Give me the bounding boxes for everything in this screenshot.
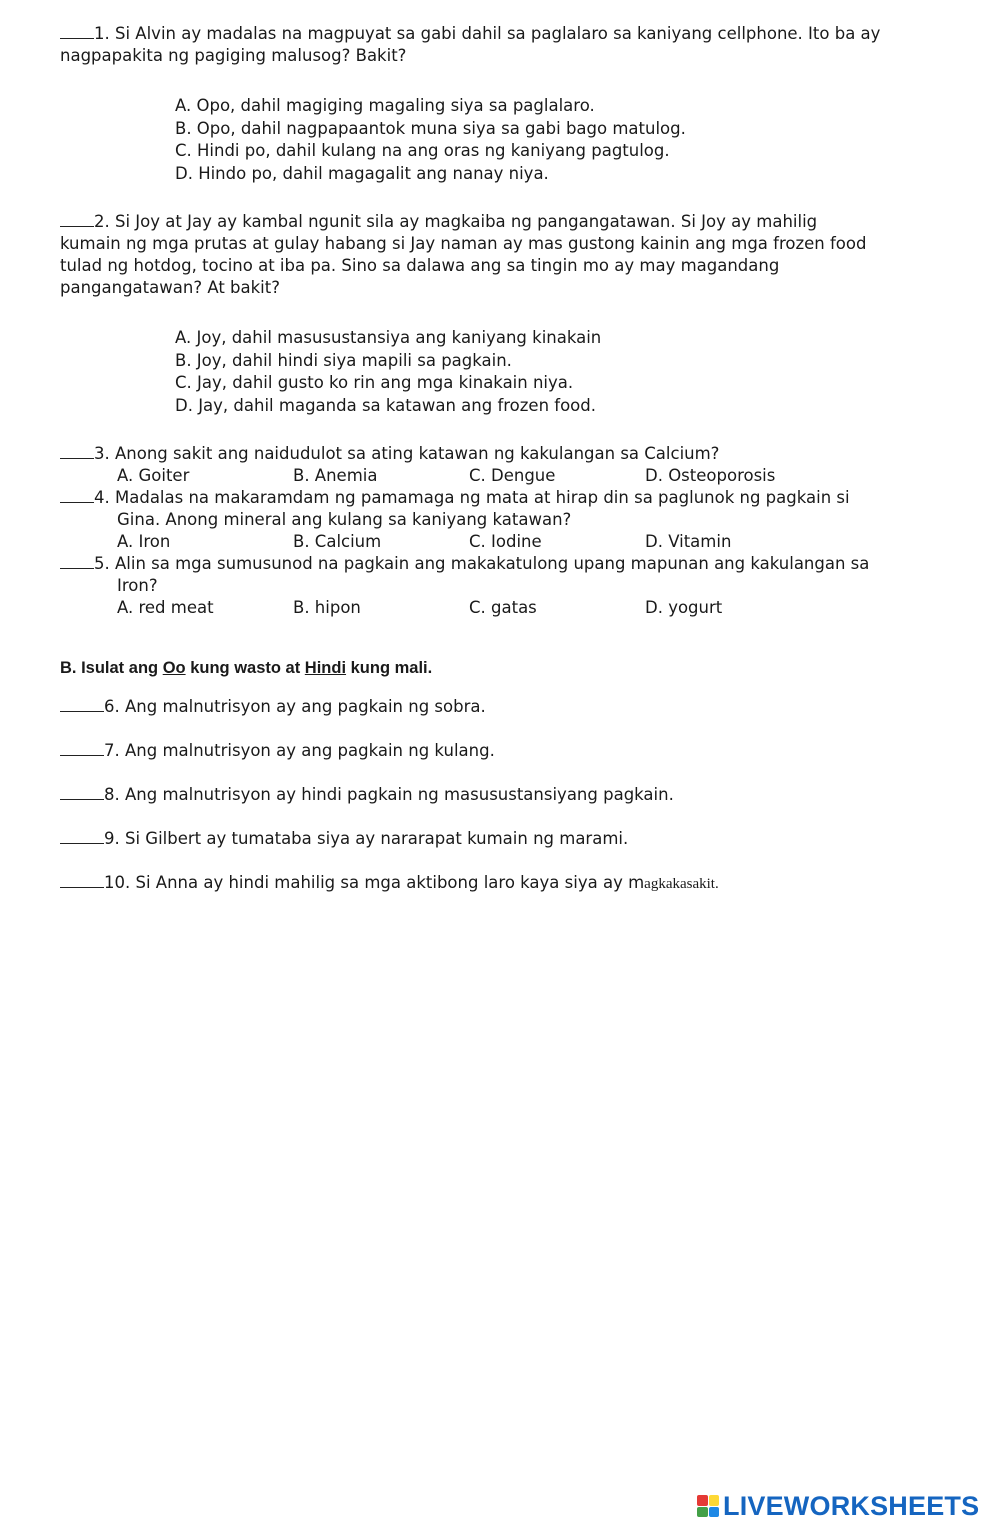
question-4-choices — [117, 531, 897, 553]
question-1 — [60, 23, 940, 67]
question-4-choice-c: C. Iodine — [469, 532, 542, 551]
question-2-number: 2. — [94, 212, 110, 231]
question-1-choice-c: C. Hindi po, dahil kulang na ang oras ng kaniyang pagtulog. — [175, 141, 670, 160]
item-10 — [60, 872, 719, 895]
question-5-text-line1: Alin sa mga sumusunod na pagkain ang makakatulong upang mapunan ang kakulangan sa — [115, 554, 870, 573]
answer-blank-7[interactable] — [60, 741, 104, 756]
question-5-text-line2: Iron? — [117, 576, 158, 595]
question-5-choice-b: B. hipon — [293, 598, 361, 617]
liveworksheets-logo[interactable] — [697, 1493, 979, 1519]
logo-text: LIVEWORKSHEETS — [723, 1491, 980, 1521]
item-9-text: 9. Si Gilbert ay tumataba siya ay nararapat kumain ng marami. — [104, 829, 629, 848]
question-3-choice-c: C. Dengue — [469, 466, 556, 485]
answer-blank-6[interactable] — [60, 697, 104, 712]
section-b-title — [60, 657, 432, 679]
question-1-number: 1. — [94, 24, 110, 43]
item-8 — [60, 784, 674, 806]
item-10-text: 10. Si Anna ay hindi mahilig sa mga aktibong laro kaya siya ay m — [104, 873, 645, 892]
answer-blank-8[interactable] — [60, 785, 104, 800]
item-7-text: 7. Ang malnutrisyon ay ang pagkain ng kulang. — [104, 741, 495, 760]
question-2-text-line2: kumain ng mga prutas at gulay habang si Jay naman ay mas gustong kainin ang mga frozen food — [60, 234, 867, 253]
question-2-choices — [175, 327, 935, 417]
question-2 — [60, 211, 940, 299]
question-5-choice-d: D. yogurt — [645, 598, 723, 617]
section-b-word-hindi: Hindi — [304, 659, 347, 677]
question-4-text-line2: Gina. Anong mineral ang kulang sa kaniyang katawan? — [117, 510, 572, 529]
section-b-middle: kung wasto at — [185, 659, 305, 677]
section-b-suffix: kung mali. — [346, 659, 433, 677]
question-5-choices — [117, 597, 897, 619]
answer-blank-3[interactable] — [60, 444, 94, 459]
question-1-choices — [175, 95, 935, 185]
question-1-text-line1: Si Alvin ay madalas na magpuyat sa gabi dahil sa paglalaro sa kaniyang cellphone. Ito ba ay — [115, 24, 881, 43]
question-5 — [60, 553, 940, 575]
answer-blank-2[interactable] — [60, 212, 94, 227]
question-1-text-line2: nagpapakita ng pagiging malusog? Bakit? — [60, 46, 407, 65]
question-5-choice-c: C. gatas — [469, 598, 537, 617]
question-4-choice-b: B. Calcium — [293, 532, 382, 551]
question-4-choice-a: A. Iron — [117, 532, 171, 551]
item-9 — [60, 828, 628, 850]
question-4-choice-d: D. Vitamin — [645, 532, 732, 551]
answer-blank-5[interactable] — [60, 554, 94, 569]
item-10-text-tail: agkakasakit. — [644, 876, 719, 892]
question-3-choice-d: D. Osteoporosis — [645, 466, 776, 485]
liveworksheets-grid-icon — [697, 1495, 719, 1517]
answer-blank-9[interactable] — [60, 829, 104, 844]
question-5-choice-a: A. red meat — [117, 598, 214, 617]
question-2-choice-d: D. Jay, dahil maganda sa katawan ang frozen food. — [175, 395, 596, 415]
question-4-number: 4. — [94, 488, 110, 507]
item-6 — [60, 696, 486, 718]
question-3-choice-b: B. Anemia — [293, 466, 378, 485]
question-1-choice-d: D. Hindo po, dahil magagalit ang nanay niya. — [175, 163, 549, 183]
question-1-choice-a: A. Opo, dahil magiging magaling siya sa paglalaro. — [175, 96, 595, 115]
item-7 — [60, 740, 495, 762]
question-4 — [60, 487, 940, 509]
question-3-choices — [117, 465, 897, 487]
question-2-choice-c: C. Jay, dahil gusto ko rin ang mga kinakain niya. — [175, 373, 574, 392]
question-2-choice-a: A. Joy, dahil masusustansiya ang kaniyang kinakain — [175, 328, 602, 347]
question-3-number: 3. — [94, 444, 110, 463]
item-8-text: 8. Ang malnutrisyon ay hindi pagkain ng masusustansiyang pagkain. — [104, 785, 674, 804]
answer-blank-4[interactable] — [60, 488, 94, 503]
answer-blank-10[interactable] — [60, 873, 104, 888]
question-2-choice-b: B. Joy, dahil hindi siya mapili sa pagkain. — [175, 350, 512, 370]
question-1-choice-b: B. Opo, dahil nagpapaantok muna siya sa gabi bago matulog. — [175, 118, 686, 138]
question-5-number: 5. — [94, 554, 110, 573]
question-2-text-line3: tulad ng hotdog, tocino at iba pa. Sino sa dalawa ang sa tingin mo ay may magandang — [60, 256, 780, 275]
question-3-choice-a: A. Goiter — [117, 466, 190, 485]
question-2-text-line4: pangangatawan? At bakit? — [60, 278, 280, 297]
question-3 — [60, 443, 940, 465]
section-b-word-oo: Oo — [162, 659, 186, 677]
question-3-text: Anong sakit ang naidudulot sa ating katawan ng kakulangan sa Calcium? — [115, 444, 720, 463]
question-2-text-line1: Si Joy at Jay ay kambal ngunit sila ay magkaiba ng pangangatawan. Si Joy ay mahilig — [109, 212, 818, 231]
answer-blank-1[interactable] — [60, 24, 94, 39]
question-4-text-line1: Madalas na makaramdam ng pamamaga ng mata at hirap din sa paglunok ng pagkain si — [115, 488, 850, 507]
section-b-prefix: B. Isulat ang — [60, 659, 163, 677]
item-6-text: 6. Ang malnutrisyon ay ang pagkain ng sobra. — [104, 697, 486, 716]
